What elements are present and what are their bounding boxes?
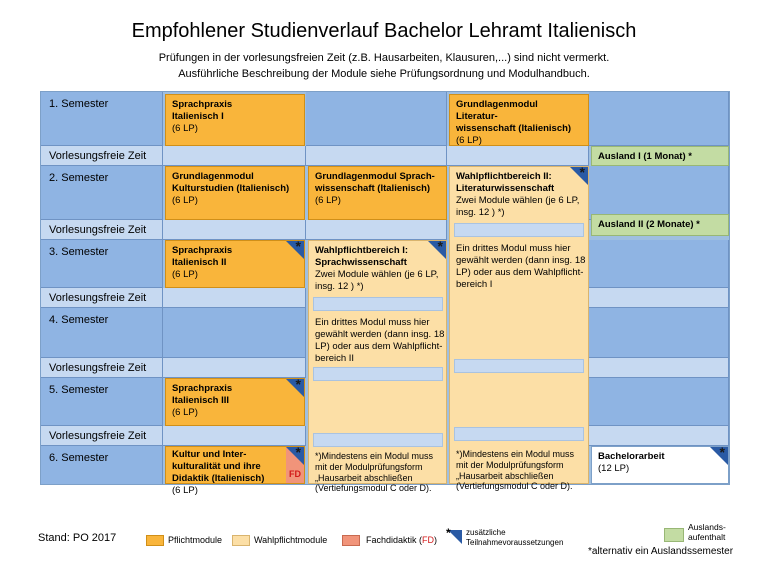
module-description: Zwei Module wählen (je 6 LP, insg. 12 ) *)	[456, 194, 580, 218]
module-wahlpflicht-1	[308, 238, 447, 494]
break-bar	[454, 223, 584, 237]
break-bar	[313, 367, 443, 381]
break-bar	[306, 146, 447, 166]
row-break-3: Vorlesungsfreie Zeit	[41, 288, 163, 308]
module-credits: (6 LP)	[172, 484, 198, 496]
module-description: Zwei Module wählen (je 6 LP, insg. 12 ) *)	[315, 268, 439, 292]
break-bar	[589, 358, 729, 378]
module-ausland-2: Ausland II (2 Monate) *	[591, 214, 729, 236]
legend-swatch-wahl	[232, 535, 250, 546]
module-title: Wahlpflichtbereich I: Sprachwissenschaft	[315, 245, 409, 268]
module-kulturstudien	[165, 166, 305, 220]
break-bar	[163, 146, 306, 166]
row-semester-2: 2. Semester	[41, 166, 163, 220]
legend-swatch-fd	[342, 535, 360, 546]
break-bar	[454, 427, 584, 441]
legend-swatch-ausland	[664, 528, 684, 542]
module-ausland-1: Ausland I (1 Monat) *	[591, 146, 729, 166]
empty-cell	[306, 92, 447, 146]
module-credits: (6 LP)	[315, 194, 341, 206]
break-bar	[313, 433, 443, 447]
break-bar	[306, 220, 447, 240]
legend-fd-text: Fachdidaktik (	[366, 535, 423, 545]
module-footnote: *)Mindestens ein Modul muss mit der Modulprüfungsform „Hausarbeit abschließen (Vertiefungsmodul C oder D).	[456, 449, 575, 492]
legend-label-zusaetzlich: zusätzliche Teilnahmevoraussetzungen	[466, 528, 564, 547]
legend-swatch-asterisk	[446, 526, 462, 544]
break-bar	[163, 358, 306, 378]
module-title: Sprachpraxis Italienisch II	[172, 245, 233, 268]
empty-cell	[589, 166, 729, 220]
empty-cell	[589, 378, 729, 426]
module-sprachpraxis-3	[165, 378, 305, 426]
module-note: Ein drittes Modul muss hier gewählt werden (dann insg. 18 LP) oder aus dem Wahlpflicht- bereich I	[456, 243, 586, 290]
empty-cell	[589, 92, 729, 146]
row-break-4: Vorlesungsfreie Zeit	[41, 358, 163, 378]
empty-cell	[163, 308, 306, 358]
module-title: Wahlpflichtbereich II: Literaturwissenschaft	[456, 171, 555, 194]
legend-fd-close: )	[434, 535, 438, 545]
module-credits: (6 LP)	[456, 134, 482, 146]
legend-fd-red: FD	[422, 535, 435, 545]
row-break-2: Vorlesungsfreie Zeit	[41, 220, 163, 240]
module-title: Grundlagenmodul Kulturstudien (Italienisch)	[172, 171, 290, 194]
module-title: Kultur und Inter- kulturalität und ihre Didaktik (Italienisch)	[172, 449, 265, 484]
module-credits: (6 LP)	[172, 268, 198, 280]
break-bar	[589, 288, 729, 308]
module-wahlpflicht-2	[449, 164, 589, 492]
row-semester-5: 5. Semester	[41, 378, 163, 426]
asterisk-icon: *	[437, 238, 443, 254]
module-title: Sprachpraxis Italienisch I	[172, 99, 233, 122]
break-bar	[313, 297, 443, 311]
break-bar	[447, 146, 589, 166]
module-kultur-interkulturalitaet	[165, 444, 305, 496]
legend-footnote-alternative: *alternativ ein Auslandssemester	[588, 546, 734, 557]
empty-cell	[589, 308, 729, 358]
module-sprachpraxis-1	[165, 94, 305, 146]
break-bar	[589, 426, 729, 446]
module-credits: (6 LP)	[172, 194, 198, 206]
break-bar	[163, 220, 306, 240]
page-title: Empfohlener Studienverlauf Bachelor Lehramt Italienisch	[131, 20, 637, 42]
legend-label-pflicht: Pflichtmodule	[168, 535, 223, 545]
module-sprachpraxis-2	[165, 240, 305, 288]
module-grundlagen-literaturwissenschaft	[449, 94, 589, 146]
subtitle-line-2: Ausführliche Beschreibung der Module siehe Prüfungsordnung und Modulhandbuch.	[178, 68, 590, 80]
asterisk-icon: *	[446, 526, 451, 540]
module-credits: (6 LP)	[172, 122, 198, 134]
version-label: Stand: PO 2017	[38, 532, 117, 544]
legend-label-ausland: Auslands- aufenthalt	[688, 522, 726, 543]
asterisk-icon: *	[295, 444, 301, 460]
fachdidaktik-tag: FD	[286, 447, 304, 483]
module-title: Bachelorarbeit	[598, 451, 665, 462]
legend-swatch-pflicht	[146, 535, 164, 546]
row-semester-6: 6. Semester	[41, 446, 163, 484]
module-grundlagen-sprachwissenschaft	[308, 166, 447, 220]
module-bachelorarbeit	[591, 446, 729, 484]
subtitle-line-1: Prüfungen in der vorlesungsfreien Zeit (z.B. Hausarbeiten, Klausuren,...) sind nicht vermerkt.	[158, 52, 610, 64]
empty-cell	[589, 240, 729, 288]
module-title: Sprachpraxis Italienisch III	[172, 383, 233, 406]
row-semester-1: 1. Semester	[41, 92, 163, 146]
module-credits: (12 LP)	[598, 462, 630, 474]
module-footnote: *)Mindestens ein Modul muss mit der Modulprüfungsform „Hausarbeit abschließen (Vertiefungsmodul C oder D).	[315, 451, 434, 494]
break-bar	[163, 426, 306, 446]
row-semester-3: 3. Semester	[41, 240, 163, 288]
legend-label-fd	[366, 535, 437, 545]
study-plan-grid	[40, 91, 730, 496]
module-title: Grundlagenmodul Sprach- wissenschaft (Italienisch)	[315, 171, 435, 194]
asterisk-icon: *	[719, 444, 725, 460]
module-note: Ein drittes Modul muss hier gewählt werden (dann insg. 18 LP) oder aus dem Wahlpflicht- bereich II	[315, 317, 445, 364]
asterisk-icon: *	[579, 164, 585, 180]
module-title: Grundlagenmodul Literatur- wissenschaft (Italienisch)	[456, 99, 572, 134]
row-semester-4: 4. Semester	[41, 308, 163, 358]
break-bar	[454, 359, 584, 373]
asterisk-icon: *	[295, 376, 301, 392]
module-credits: (6 LP)	[172, 406, 198, 418]
break-bar	[163, 288, 306, 308]
row-break-5: Vorlesungsfreie Zeit	[41, 426, 163, 446]
legend-label-wahl: Wahlpflichtmodule	[254, 535, 328, 545]
row-break-1: Vorlesungsfreie Zeit	[41, 146, 163, 166]
asterisk-icon: *	[295, 238, 301, 254]
